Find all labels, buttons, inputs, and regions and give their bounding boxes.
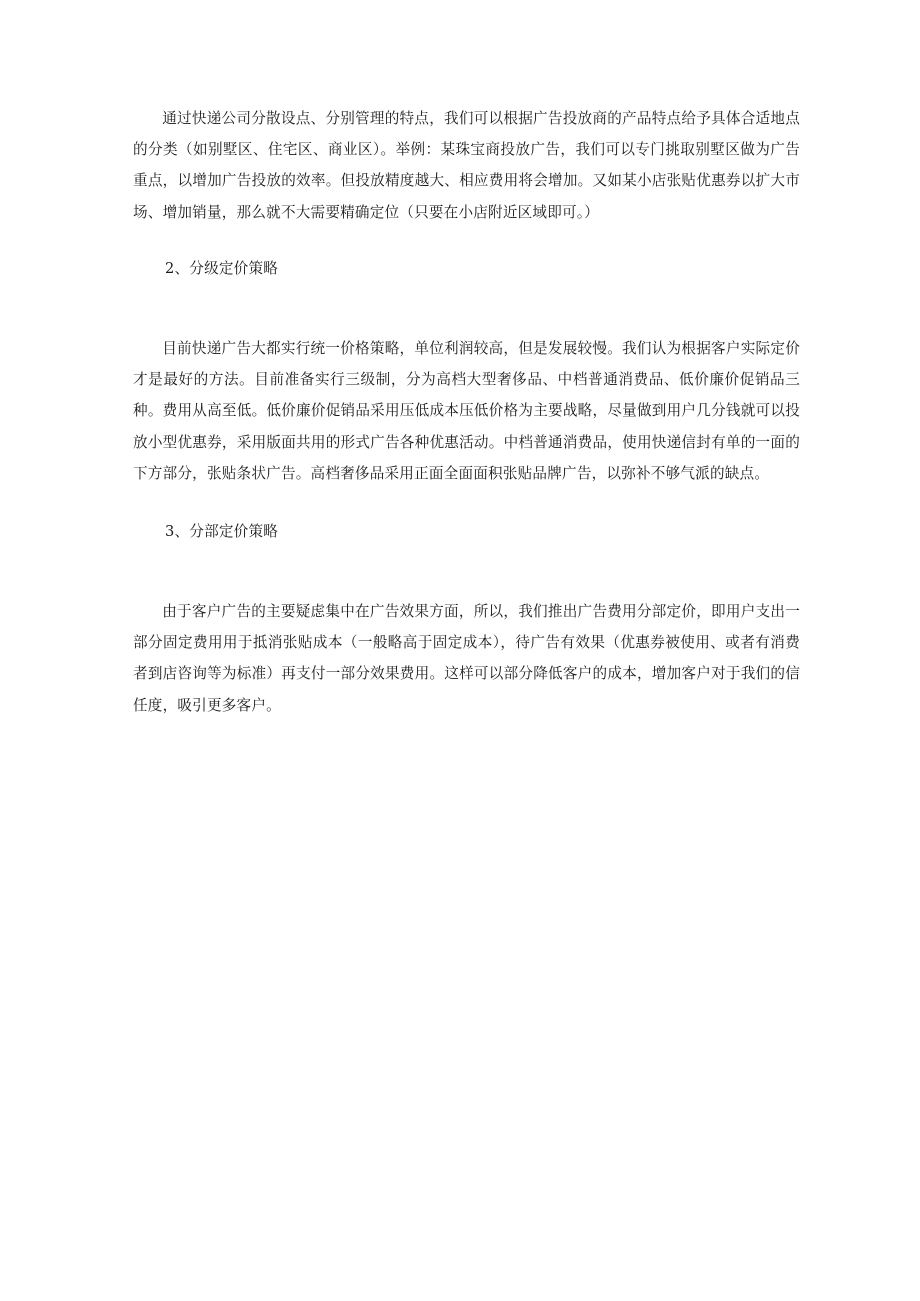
paragraph-location-classification: 通过快递公司分散设点、分别管理的特点，我们可以根据广告投放商的产品特点给予具体合适地点的分类（如别墅区、住宅区、商业区）。举例：某珠宝商投放广告，我们可以专门挑取别墅区做为广告重点，以增加广告投放的效率。但投放精度越大、相应费用将会增加。又如某小店张贴优惠券以扩大市场、增加销量，那么就不大需要精确定位（只要在小店附近区域即可。）	[133, 110, 800, 221]
paragraph-tiered-pricing: 目前快递广告大都实行统一价格策略，单位利润较高，但是发展较慢。我们认为根据客户实际定价才是最好的方法。目前准备实行三级制，分为高档大型奢侈品、中档普通消费品、低价廉价促销品三种。费用从高至低。低价廉价促销品采用压低成本压低价格为主要战略，尽量做到用户几分钱就可以投放小型优惠券，采用版面共用的形式广告各种优惠活动。中档普通消费品，使用快递信封有单的一面的下方部分，张贴条状广告。高档奢侈品采用正面全面面积张贴品牌广告，以弥补不够气派的缺点。	[133, 340, 800, 482]
heading-partial-pricing: 3、分部定价策略	[165, 523, 279, 540]
paragraph-partial-pricing: 由于客户广告的主要疑虑集中在广告效果方面，所以，我们推出广告费用分部定价，即用户支出一部分固定费用用于抵消张贴成本（一般略高于固定成本），待广告有效果（优惠券被使用、或者有消费者到店咨询等为标准）再支付一部分效果费用。这样可以部分降低客户的成本，增加客户对于我们的信任度，吸引更多客户。	[133, 603, 800, 714]
heading-tiered-pricing: 2、分级定价策略	[165, 260, 279, 277]
